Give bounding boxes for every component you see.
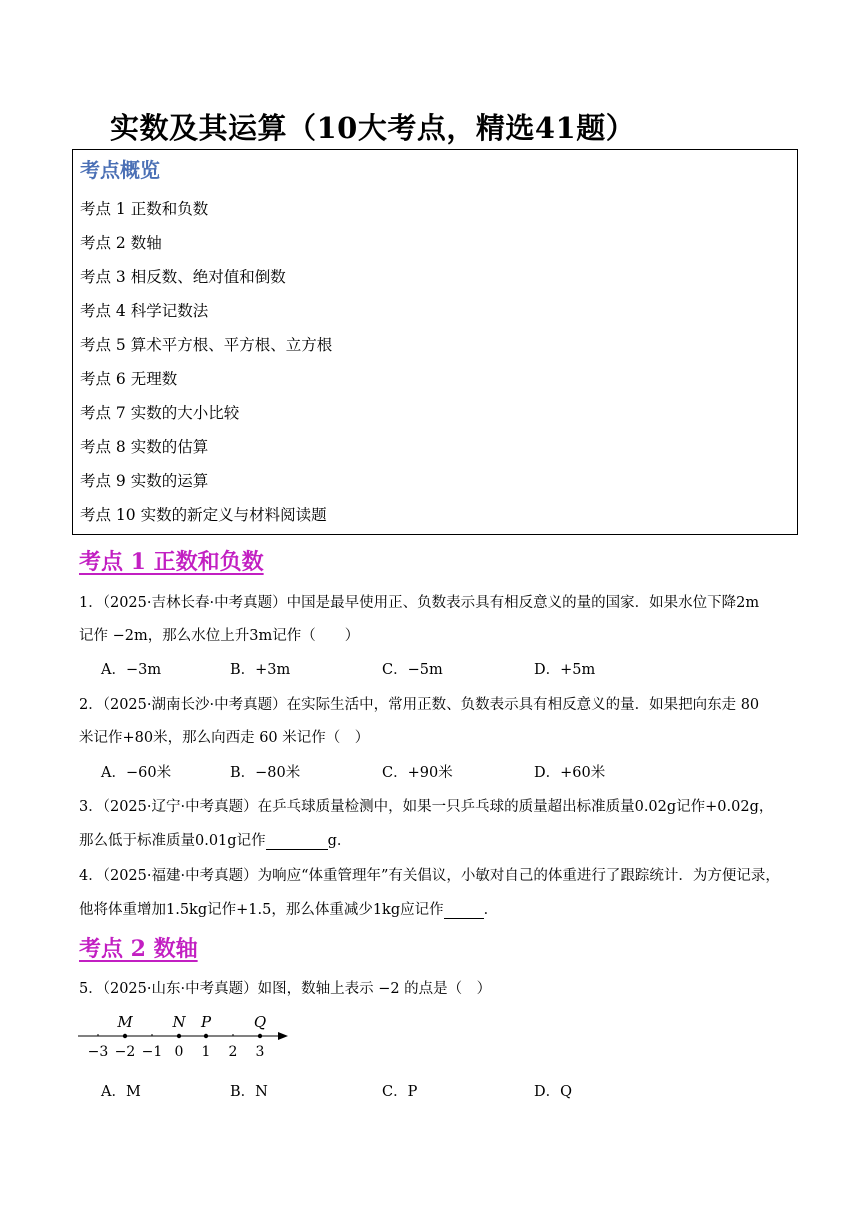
- option-a: A．M: [101, 1084, 141, 1100]
- overview-item: 考点 10 实数的新定义与材料阅读题: [80, 506, 327, 524]
- overview-item: 考点 1 正数和负数: [80, 200, 209, 218]
- overview-item: 考点 9 实数的运算: [80, 472, 209, 490]
- question-4-text: 他将体重增加1.5kg记作+1.5，那么体重减少1kg应记作: [79, 902, 444, 918]
- option-a: A．−3m: [101, 662, 162, 678]
- point-q: [258, 1034, 262, 1038]
- tick-label: 0: [174, 1044, 184, 1060]
- overview-item: 考点 5 算术平方根、平方根、立方根: [80, 336, 333, 354]
- overview-item: 考点 8 实数的估算: [80, 438, 209, 456]
- question-5-line-1: 5．（2025·山东·中考真题）如图，数轴上表示 −2 的点是（ ）: [79, 981, 492, 997]
- question-1-line-2: 记作 −2m，那么水位上升3m记作（ ）: [79, 628, 360, 644]
- option-a: A．−60米: [101, 765, 172, 781]
- number-line-figure: [78, 1010, 293, 1062]
- overview-heading: 考点概览: [80, 158, 160, 182]
- overview-item: 考点 6 无理数: [80, 370, 178, 388]
- option-c: C．+90米: [382, 765, 453, 781]
- tick-label: 3: [255, 1044, 265, 1060]
- tick-label: −1: [141, 1044, 163, 1060]
- tick-label: −3: [87, 1044, 109, 1060]
- option-d: D．+60米: [534, 765, 606, 781]
- page-title: 实数及其运算（10大考点，精选41题）: [110, 111, 636, 145]
- tick-label: 1: [201, 1044, 211, 1060]
- option-d: D．Q: [534, 1084, 573, 1100]
- answer-blank[interactable]: [266, 833, 328, 850]
- option-d: D．+5m: [534, 662, 596, 678]
- option-c: C．−5m: [382, 662, 443, 678]
- option-c: C．P: [382, 1084, 418, 1100]
- point-p: [204, 1034, 208, 1038]
- number-line-arrow: [278, 1032, 288, 1040]
- point-label-p: P: [200, 1013, 212, 1031]
- point-n: [177, 1034, 181, 1038]
- question-3-line-2: [79, 829, 351, 850]
- overview-item: 考点 2 数轴: [80, 234, 162, 252]
- overview-item: 考点 7 实数的大小比较: [80, 404, 240, 422]
- point-label-n: N: [172, 1013, 186, 1031]
- answer-blank[interactable]: [444, 902, 484, 919]
- option-b: B．−80米: [230, 765, 301, 781]
- overview-box: [72, 149, 798, 535]
- point-label-q: Q: [253, 1013, 267, 1031]
- question-1-line-1: 1．（2025·吉林长春·中考真题）中国是最早使用正、负数表示具有相反意义的量的国家．如果水位下降2m: [79, 595, 760, 611]
- section-heading-1: 考点 1 正数和负数: [79, 549, 264, 575]
- tick-label: −2: [114, 1044, 136, 1060]
- question-2-line-2: 米记作+80米，那么向西走 60 米记作（ ）: [79, 730, 370, 746]
- section-heading-2: 考点 2 数轴: [79, 936, 198, 962]
- question-4-end: ．: [483, 902, 499, 918]
- question-3-text: 那么低于标准质量0.01g记作: [79, 833, 266, 849]
- tick-label: 2: [228, 1044, 238, 1060]
- question-3-unit: g．: [327, 833, 352, 849]
- question-4-line-2: [79, 898, 498, 919]
- overview-item: 考点 4 科学记数法: [80, 302, 209, 320]
- question-2-line-1: 2．（2025·湖南长沙·中考真题）在实际生活中，常用正数、负数表示具有相反意义的量．如果把向东走 80: [79, 697, 760, 713]
- point-label-m: M: [117, 1013, 133, 1031]
- question-4-line-1: 4．（2025·福建·中考真题）为响应“体重管理年”有关倡议，小敏对自己的体重进行了跟踪统计．为方便记录，: [79, 868, 780, 884]
- point-m: [123, 1034, 127, 1038]
- option-b: B．+3m: [230, 662, 291, 678]
- option-b: B．N: [230, 1084, 268, 1100]
- question-3-line-1: 3．（2025·辽宁·中考真题）在乒乓球质量检测中，如果一只乒乓球的质量超出标准质量0.02g记作+0.02g，: [79, 799, 774, 815]
- overview-item: 考点 3 相反数、绝对值和倒数: [80, 268, 286, 286]
